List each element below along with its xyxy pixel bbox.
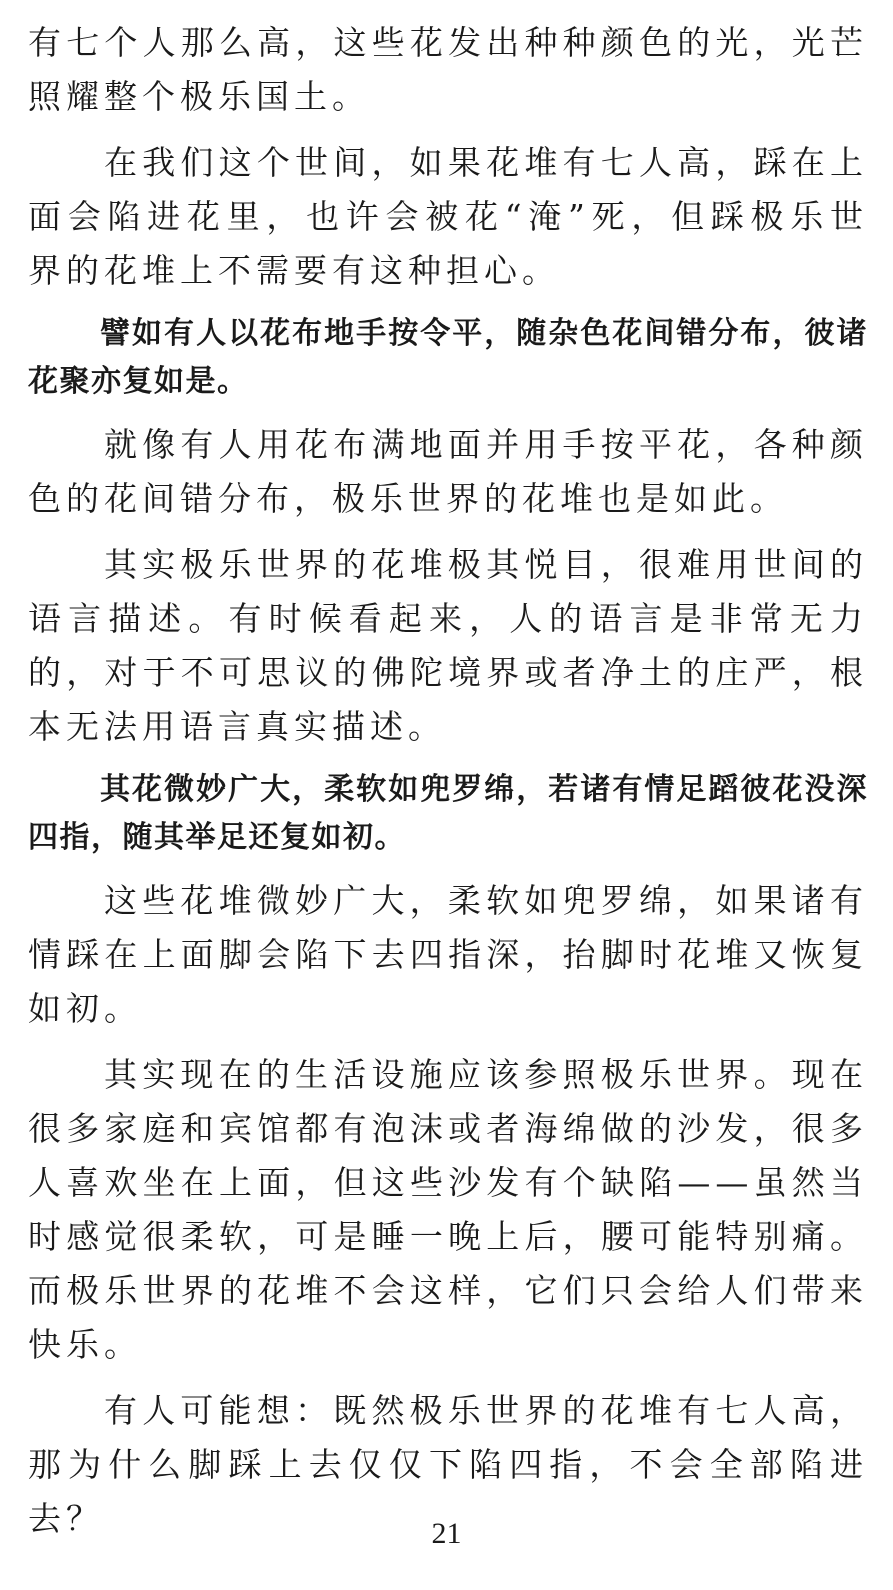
commentary-paragraph: 在我们这个世间，如果花堆有七人高，踩在上面会陷进花里，也许会被花“淹”死，但踩极乐世界的花堆上不需要有这种担心。	[28, 143, 868, 290]
page-number: 21	[431, 1517, 462, 1550]
page-body	[28, 0, 868, 1558]
commentary-paragraph: 有人可能想：既然极乐世界的花堆有七人高，那为什么脚踩上去仅仅下陷四指，不会全部陷进去？	[28, 1391, 868, 1538]
commentary-paragraph: 这些花堆微妙广大，柔软如兜罗绵，如果诸有情踩在上面脚会陷下去四指深，抬脚时花堆又恢复如初。	[28, 881, 868, 1028]
commentary-paragraph: 就像有人用花布满地面并用手按平花，各种颜色的花间错分布，极乐世界的花堆也是如此。	[28, 425, 868, 518]
sutra-quote: 其花微妙广大，柔软如兜罗绵，若诸有情足蹈彼花没深四指，随其举足还复如初。	[28, 772, 868, 855]
sutra-quote: 譬如有人以花布地手按令平，随杂色花间错分布，彼诸花聚亦复如是。	[28, 316, 868, 399]
commentary-paragraph: 有七个人那么高，这些花发出种种颜色的光，光芒照耀整个极乐国土。	[28, 23, 868, 116]
commentary-paragraph: 其实现在的生活设施应该参照极乐世界。现在很多家庭和宾馆都有泡沫或者海绵做的沙发，很多人喜欢坐在上面，但这些沙发有个缺陷——虽然当时感觉很柔软，可是睡一晚上后，腰可能特别痛。而极乐世界的花堆不会这样，它们只会给人们带来快乐。	[28, 1055, 868, 1364]
commentary-paragraph: 其实极乐世界的花堆极其悦目，很难用世间的语言描述。有时候看起来，人的语言是非常无力的，对于不可思议的佛陀境界或者净土的庄严，根本无法用语言真实描述。	[28, 545, 868, 746]
